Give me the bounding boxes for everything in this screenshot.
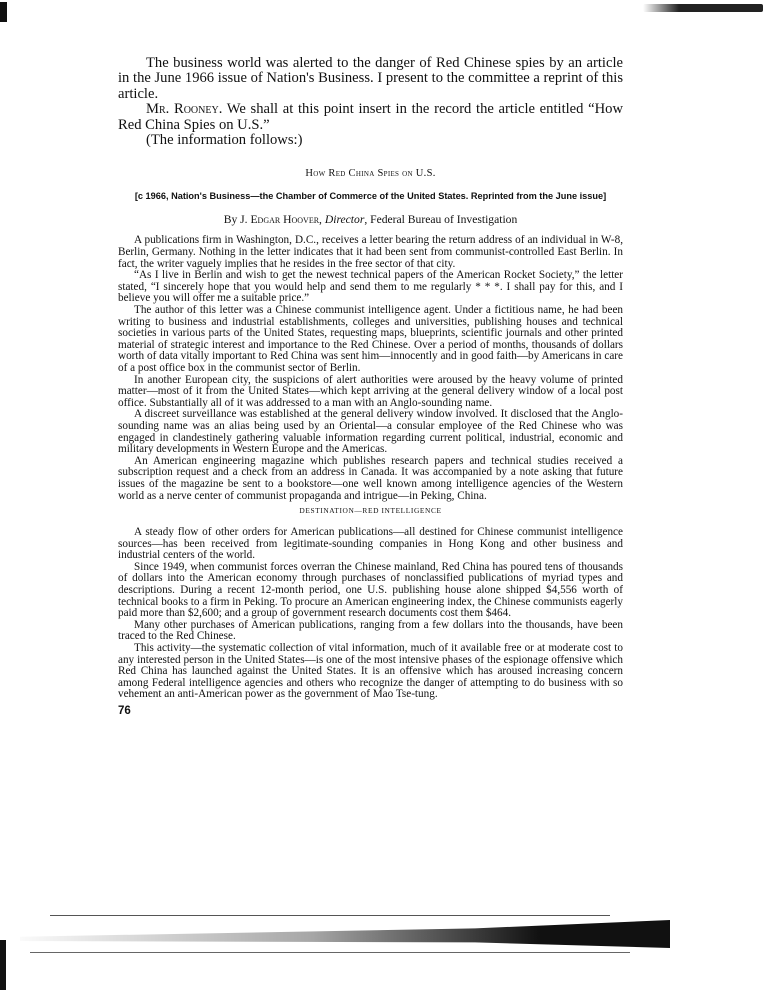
info-follows: (The information follows:) <box>146 132 303 149</box>
article-body <box>118 235 623 717</box>
scan-artifact-bar <box>643 4 763 12</box>
speaker-text: We shall at this point insert in the record the article entitled “How Red China Spies on U.S.” <box>118 101 623 133</box>
article-paragraph: In another European city, the suspicions of alert authorities were aroused by the heavy volume of printed matter—most of it from the United States—which kept arriving at the general delivery window of a local post office. Substantially all of it was addressed to a man with an Anglo-sounding name. <box>118 373 623 409</box>
intro-paragraph: The business world was alerted to the danger of Red Chinese spies by an article in the June 1966 issue of Nation's Business. I present to the committee a reprint of this article. <box>118 55 623 102</box>
speaker-name: Mr. Rooney. <box>146 101 223 118</box>
scan-artifact-sweep <box>20 920 670 948</box>
article-paragraph: This activity—the systematic collection of vital information, much of it available free or at moderate cost to any interested person in the United States—is one of the most intensive phases of the espionage offensive which Red China has launched against the United States. It is an offensive which has aroused increasing concern among Federal intelligence agencies and others who recognize the danger of attempting to do business with so vehement an anti-American power as the government of Mao Tse-tung. <box>118 642 623 701</box>
byline-comma: , <box>319 213 325 227</box>
scan-artifact-line <box>30 952 630 953</box>
byline <box>118 213 623 226</box>
copyright-notice: [c 1966, Nation's Business—the Chamber of Commerce of the United States. Reprinted from the June issue] <box>134 191 607 202</box>
article-title: How Red China Spies on U.S. <box>305 168 436 180</box>
document-page <box>118 56 623 717</box>
article-paragraph: “As I live in Berlin and wish to get the newest technical papers of the American Rocket Society,” the letter stated, “I sincerely hope that you would help and send them to me regularly * * *. I shall pay for this, and I believe you will offer me a suitable price.” <box>118 269 623 305</box>
hearing-intro <box>118 56 623 148</box>
article-paragraph: Many other purchases of American publications, ranging from a few dollars into the thousands, have been traced to the Red Chinese. <box>118 618 623 643</box>
article-paragraph: A discreet surveillance was established at the general delivery window involved. It disclosed that the Anglo-sounding name was an alias being used by an Oriental—a consular employee of the Red Chinese who was engaged in clandestinely gathering valuable information regarding current political, industrial, economic and military developments in Western Europe and the Americas. <box>118 408 623 456</box>
section-subhead: DESTINATION—RED INTELLIGENCE <box>299 506 442 516</box>
scan-artifact-corner <box>0 2 7 22</box>
author-org: , Federal Bureau of Investigation <box>364 213 518 227</box>
article-paragraph: A steady flow of other orders for American publications—all destined for Chinese communist intelligence sources—has been received from legitimate-sounding companies in Hong Kong and other business and industrial centers of the world. <box>118 526 623 562</box>
article-paragraph: A publications firm in Washington, D.C., receives a letter bearing the return address of an individual in W-8, Berlin, Germany. Nothing in the letter indicates that it had been sent from communist-controlled East Berlin. In fact, the writer vaguely implies that he resides in the free sector of that city. <box>118 234 623 270</box>
article-paragraph: Since 1949, when communist forces overran the Chinese mainland, Red China has poured tens of thousands of dollars into the American economy through purchases of nonclassified publications of myriad types and descriptions. During a recent 12-month period, one U.S. publishing house alone shipped $4,556 worth of technical books to a firm in Peking. To procure an American engineering index, the Chinese communists eagerly paid more than $2,600; and a group of government research documents cost them $464. <box>118 560 623 620</box>
article-paragraph: The author of this letter was a Chinese communist intelligence agent. Under a fictitious name, he had been writing to business and industrial establishments, colleges and universities, publishing houses and technical societies in various parts of the United States, requesting maps, blueprints, scientific journals and other printed material of strategic interest and importance to the Red Chinese. Over a period of months, thousands of dollars worth of data vitally important to Red China was sent him—innocently and in good faith—by Americans in care of a post office box in the communist sector of Berlin. <box>118 304 623 374</box>
scan-artifact-corner <box>0 940 6 990</box>
scan-artifact-line <box>50 915 610 916</box>
article-paragraph: An American engineering magazine which publishes research papers and technical studies received a subscription request and a check from an address in Canada. It was accompanied by a note asking that future issues of the magazine be sent to a bookstore—one well known among intelligence agencies of the Western world as a nerve center of communist propaganda and intrigue—in Peking, China. <box>118 454 623 502</box>
page-number: 76 <box>118 705 131 717</box>
scan-bottom-edge <box>0 905 763 990</box>
speaker-paragraph <box>118 102 623 133</box>
author-title: Director <box>324 213 365 227</box>
scan-top-edge <box>0 0 763 16</box>
author-name: J. Edgar Hoover <box>240 213 320 227</box>
byline-prefix: By <box>223 213 241 227</box>
